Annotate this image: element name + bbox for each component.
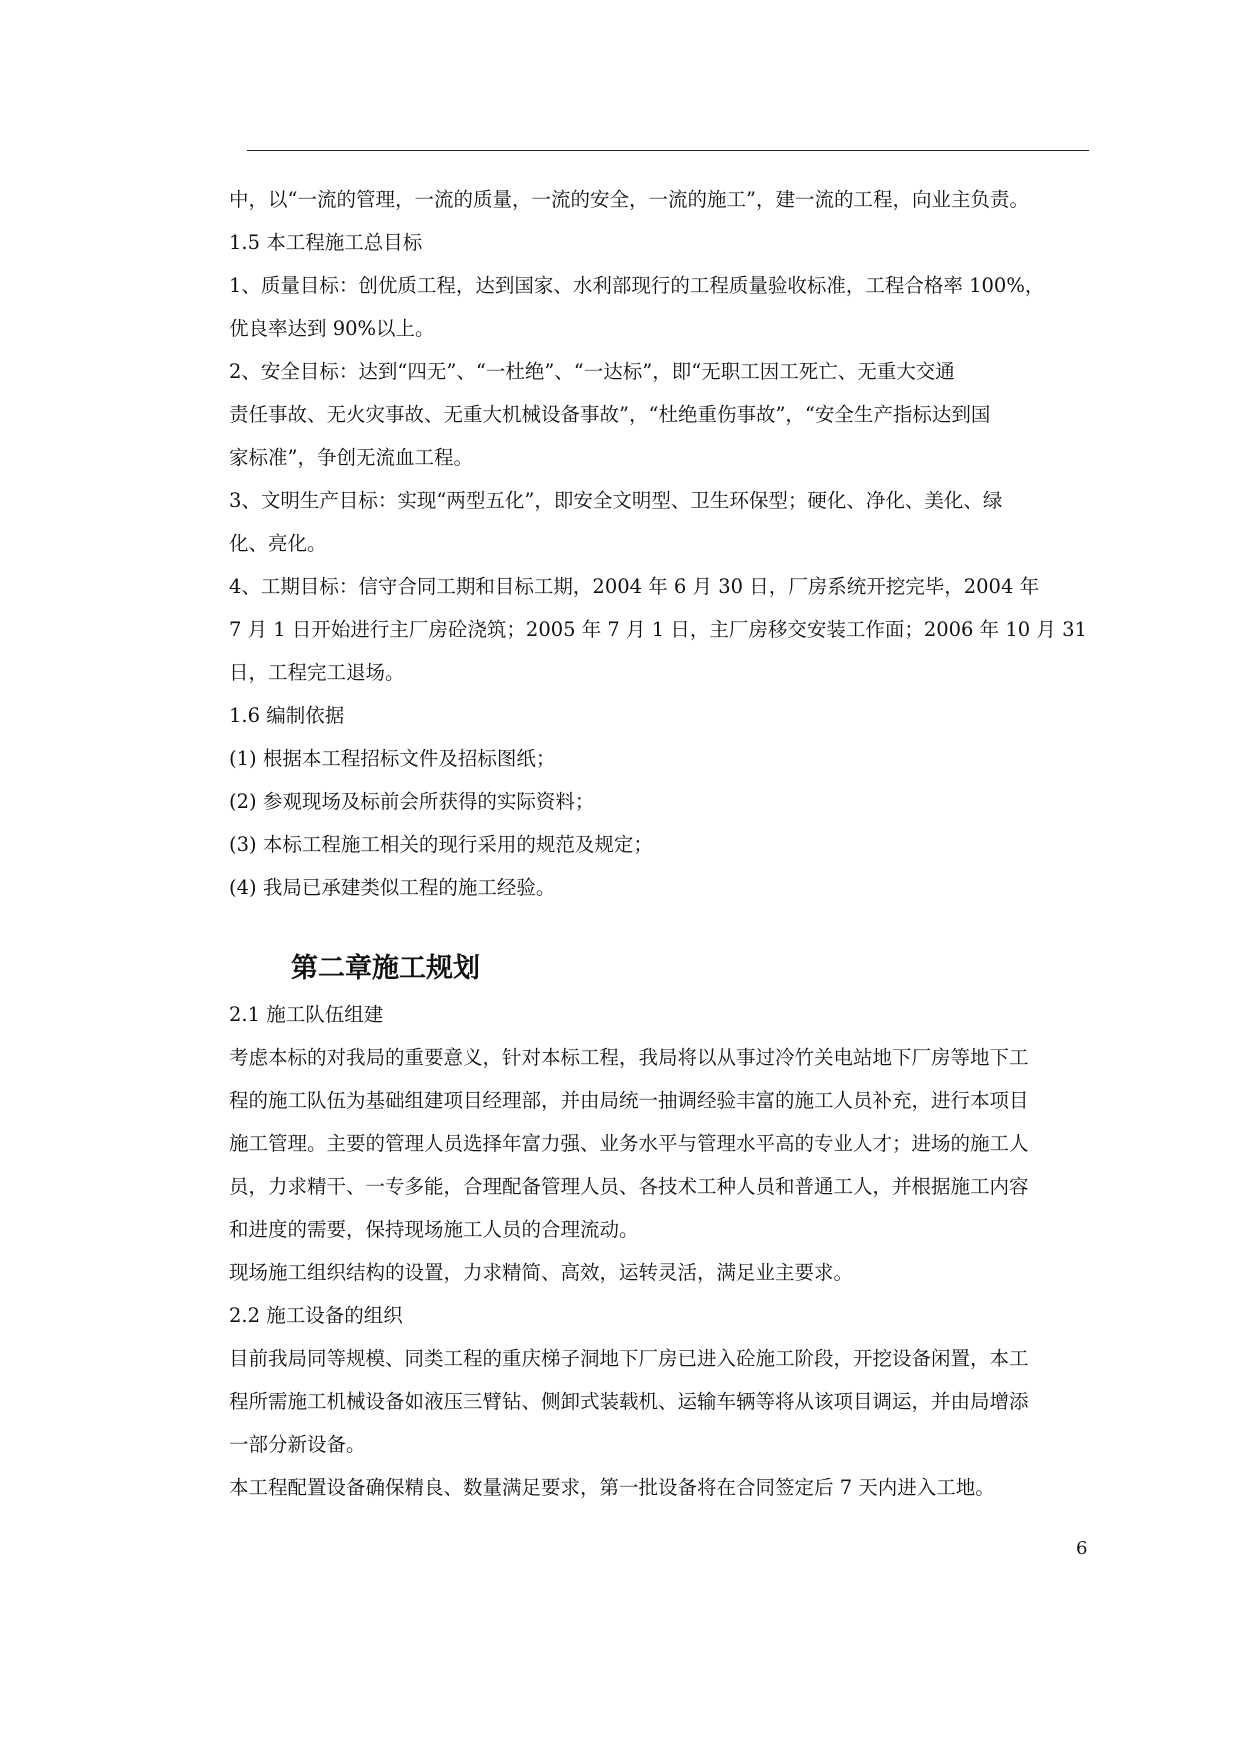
paragraph-line: 1、质量目标：创优质工程，达到国家、水利部现行的工程质量验收标准，工程合格率 100%， [229,274,1045,297]
paragraph-line: 程的施工队伍为基础组建项目经理部，并由局统一抽调经验丰富的施工人员补充，进行本项目 [229,1089,1029,1112]
list-item: (4) 我局已承建类似工程的施工经验。 [229,876,556,899]
paragraph-line: 本工程配置设备确保精良、数量满足要求，第一批设备将在合同签定后 7 天内进入工地。 [229,1476,995,1499]
paragraph-line: 员，力求精干、一专多能，合理配备管理人员、各技术工种人员和普通工人，并根据施工内容 [229,1175,1029,1198]
paragraph-line: 日，工程完工退场。 [229,661,405,684]
section-heading-1-5: 1.5 本工程施工总目标 [229,231,423,254]
paragraph-line: 一部分新设备。 [229,1433,366,1456]
paragraph-line: 责任事故、无火灾事故、无重大机械设备事故”，“杜绝重伤事故”，“安全生产指标达到国 [229,403,991,426]
paragraph-line: 优良率达到 90%以上。 [229,317,435,340]
section-heading-1-6: 1.6 编制依据 [229,704,345,727]
document-body [229,178,1109,1509]
paragraph-line: 7 月 1 日开始进行主厂房砼浇筑；2005 年 7 月 1 日，主厂房移交安装工作面；2006 年 10 月 31 [229,618,1087,641]
chapter-title: 第二章施工规划 [291,953,480,984]
section-heading-2-2: 2.2 施工设备的组织 [229,1304,403,1327]
paragraph-line: 和进度的需要，保持现场施工人员的合理流动。 [229,1218,639,1241]
paragraph-line: 施工管理。主要的管理人员选择年富力强、业务水平与管理水平高的专业人才；进场的施工人 [229,1132,1029,1155]
list-item: (2) 参观现场及标前会所获得的实际资料； [229,790,595,813]
paragraph-line: 考虑本标的对我局的重要意义，针对本标工程，我局将以从事过冷竹关电站地下厂房等地下工 [229,1046,1029,1069]
page-number: 6 [1076,1538,1088,1559]
paragraph-line: 4、工期目标：信守合同工期和目标工期，2004 年 6 月 30 日，厂房系统开挖完毕，2004 年 [229,575,1040,598]
paragraph-line: 程所需施工机械设备如液压三臂钻、侧卸式装载机、运输车辆等将从该项目调运，并由局增添 [229,1390,1029,1413]
header-rule [247,150,1089,151]
section-heading-2-1: 2.1 施工队伍组建 [229,1003,384,1026]
paragraph-line: 家标准”，争创无流血工程。 [229,446,473,469]
paragraph-line: 现场施工组织结构的设置，力求精简、高效，运转灵活，满足业主要求。 [229,1261,854,1284]
paragraph-line: 化、亮化。 [229,532,327,555]
paragraph-line: 2、安全目标：达到“四无”、“一杜绝”、“一达标”，即“无职工因工死亡、无重大交通 [229,360,955,383]
paragraph-line: 中，以“一流的管理，一流的质量，一流的安全，一流的施工”，建一流的工程，向业主负责。 [229,188,1029,211]
list-item: (1) 根据本工程招标文件及招标图纸； [229,747,556,770]
paragraph-line: 3、文明生产目标：实现“两型五化”，即安全文明型、卫生环保型；硬化、净化、美化、绿 [229,489,1003,512]
paragraph-line: 目前我局同等规模、同类工程的重庆梯子洞地下厂房已进入砼施工阶段，开挖设备闲置，本工 [229,1347,1029,1370]
list-item: (3) 本标工程施工相关的现行采用的规范及规定； [229,833,653,856]
